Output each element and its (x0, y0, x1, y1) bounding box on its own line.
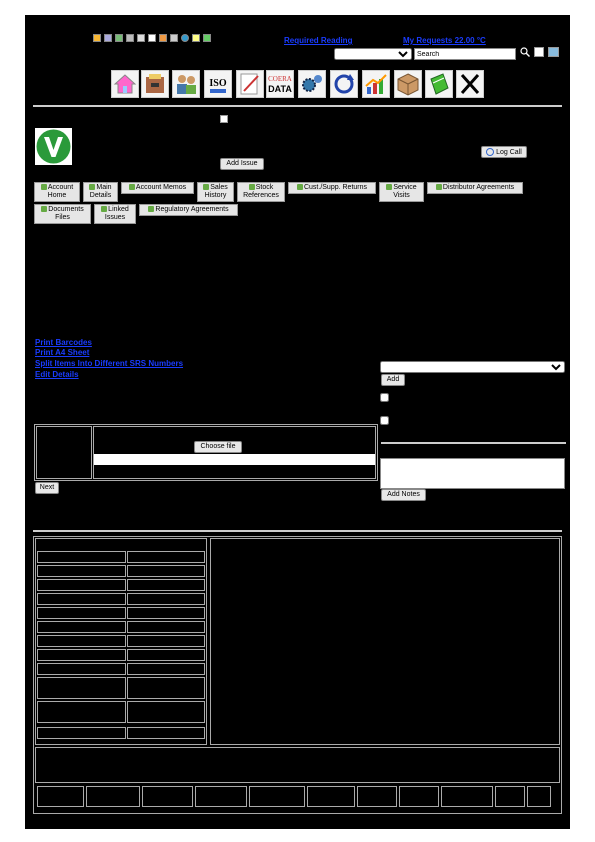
tab-icon (89, 184, 95, 190)
table-cell (357, 786, 397, 807)
tab-linked-issues[interactable]: Linked Issues (94, 204, 136, 224)
share-icon[interactable] (548, 47, 559, 57)
search-input[interactable] (414, 48, 516, 60)
tab-icon (386, 184, 392, 190)
log-call-label: Log Call (496, 148, 522, 156)
details-footer (35, 747, 560, 783)
tab-icon (203, 184, 209, 190)
tab-sales-history[interactable]: Sales History (197, 182, 234, 202)
notepad-icon[interactable] (236, 70, 264, 98)
table-cell (127, 649, 205, 661)
table-cell (37, 635, 126, 647)
tab-documents-files[interactable]: Documents Files (34, 204, 91, 224)
required-reading-link[interactable]: Required Reading (284, 36, 353, 45)
table-cell (127, 701, 205, 723)
table-cell (307, 786, 355, 807)
table-cell (37, 565, 126, 577)
print-barcodes-link[interactable]: Print Barcodes (35, 338, 92, 347)
status-icon[interactable] (170, 34, 178, 42)
company-logo (35, 128, 72, 165)
table-cell (37, 607, 126, 619)
search-icon[interactable] (520, 47, 530, 57)
table-cell (37, 593, 126, 605)
next-button[interactable]: Next (35, 482, 59, 494)
svg-text:ISO: ISO (209, 78, 227, 89)
add-button[interactable]: Add (381, 374, 405, 386)
details-preview (210, 538, 560, 745)
table-cell (127, 551, 205, 563)
search-category-select[interactable] (334, 48, 412, 60)
phone-icon (486, 148, 494, 156)
svg-text:DATA: DATA (268, 84, 292, 94)
option-checkbox-2[interactable] (380, 416, 389, 425)
table-cell (37, 621, 126, 633)
settings-gears-icon[interactable] (298, 70, 326, 98)
external-link-icon[interactable] (534, 47, 544, 57)
tab-icon (129, 184, 135, 190)
table-cell (495, 786, 525, 807)
tab-icon (297, 184, 303, 190)
upload-label-cell (36, 426, 92, 479)
status-icon[interactable] (203, 34, 211, 42)
tab-account-home[interactable]: Account Home (34, 182, 80, 202)
add-select[interactable] (380, 361, 565, 373)
table-cell (37, 701, 126, 723)
status-icon[interactable] (93, 34, 101, 42)
table-cell (127, 635, 205, 647)
notes-textarea[interactable] (380, 458, 565, 489)
split-items-link[interactable]: Split Items Into Different SRS Numbers (35, 359, 184, 368)
tab-stock-references[interactable]: Stock References (237, 182, 285, 202)
svg-text:COERA: COERA (268, 75, 292, 83)
tab-icon (148, 206, 154, 212)
status-icons (93, 34, 223, 44)
add-notes-button[interactable]: Add Notes (381, 489, 426, 501)
home-icon[interactable] (111, 70, 139, 98)
refresh-icon[interactable] (330, 70, 358, 98)
table-cell (37, 786, 84, 807)
table-cell (37, 727, 126, 739)
table-cell (37, 579, 126, 591)
table-cell (127, 677, 205, 699)
table-cell (127, 565, 205, 577)
add-issue-button[interactable]: Add Issue (220, 158, 264, 170)
status-icon[interactable] (181, 34, 189, 42)
tab-distributor-agreements[interactable]: Distributor Agreements (427, 182, 523, 194)
option-checkbox-1[interactable] (380, 393, 389, 402)
table-cell (127, 727, 205, 739)
tab-main-details[interactable]: Main Details (83, 182, 118, 202)
table-cell (142, 786, 193, 807)
close-x-icon[interactable] (456, 70, 484, 98)
status-icon[interactable] (104, 34, 112, 42)
status-icon[interactable] (192, 34, 200, 42)
iso-icon[interactable] (204, 70, 232, 98)
file-name-field (94, 454, 375, 465)
log-call-button[interactable] (481, 146, 527, 158)
print-a4-sheet-link[interactable]: Print A4 Sheet (35, 348, 90, 357)
table-cell (249, 786, 305, 807)
table-cell (127, 663, 205, 675)
right-divider (381, 442, 566, 444)
tab-icon (41, 206, 47, 212)
tab-regulatory-agreements[interactable]: Regulatory Agreements (139, 204, 238, 216)
package-icon[interactable] (394, 70, 422, 98)
table-cell (127, 579, 205, 591)
coera-data-icon[interactable] (266, 70, 294, 98)
table-cell (86, 786, 140, 807)
tab-icon (249, 184, 255, 190)
table-cell (527, 786, 551, 807)
status-icon[interactable] (115, 34, 123, 42)
table-cell (127, 593, 205, 605)
table-cell (127, 607, 205, 619)
divider (33, 105, 562, 107)
table-cell (441, 786, 493, 807)
tab-icon (41, 184, 47, 190)
chart-icon[interactable] (362, 70, 390, 98)
tab-icon (436, 184, 442, 190)
archive-icon[interactable] (141, 70, 169, 98)
users-icon[interactable] (172, 70, 200, 98)
edit-pencil-icon[interactable] (220, 115, 228, 123)
table-cell (37, 677, 126, 699)
book-icon[interactable] (425, 70, 453, 98)
choose-file-button[interactable]: Choose file (194, 441, 242, 453)
tab-cust-supp-returns[interactable]: Cust./Supp. Returns (288, 182, 376, 194)
table-cell (127, 621, 205, 633)
tab-service-visits[interactable]: Service Visits (379, 182, 424, 202)
table-cell (37, 663, 126, 675)
divider-2 (33, 530, 562, 532)
my-requests-link[interactable]: My Requests 22.00 °C (403, 36, 486, 45)
status-icon[interactable] (159, 34, 167, 42)
table-cell (399, 786, 439, 807)
tab-icon (101, 206, 107, 212)
table-cell (37, 649, 126, 661)
table-cell (195, 786, 247, 807)
table-cell (37, 551, 126, 563)
tab-account-memos[interactable]: Account Memos (121, 182, 194, 194)
status-icon[interactable] (137, 34, 145, 42)
edit-details-link[interactable]: Edit Details (35, 370, 79, 379)
status-icon[interactable] (148, 34, 156, 42)
status-icon[interactable] (126, 34, 134, 42)
